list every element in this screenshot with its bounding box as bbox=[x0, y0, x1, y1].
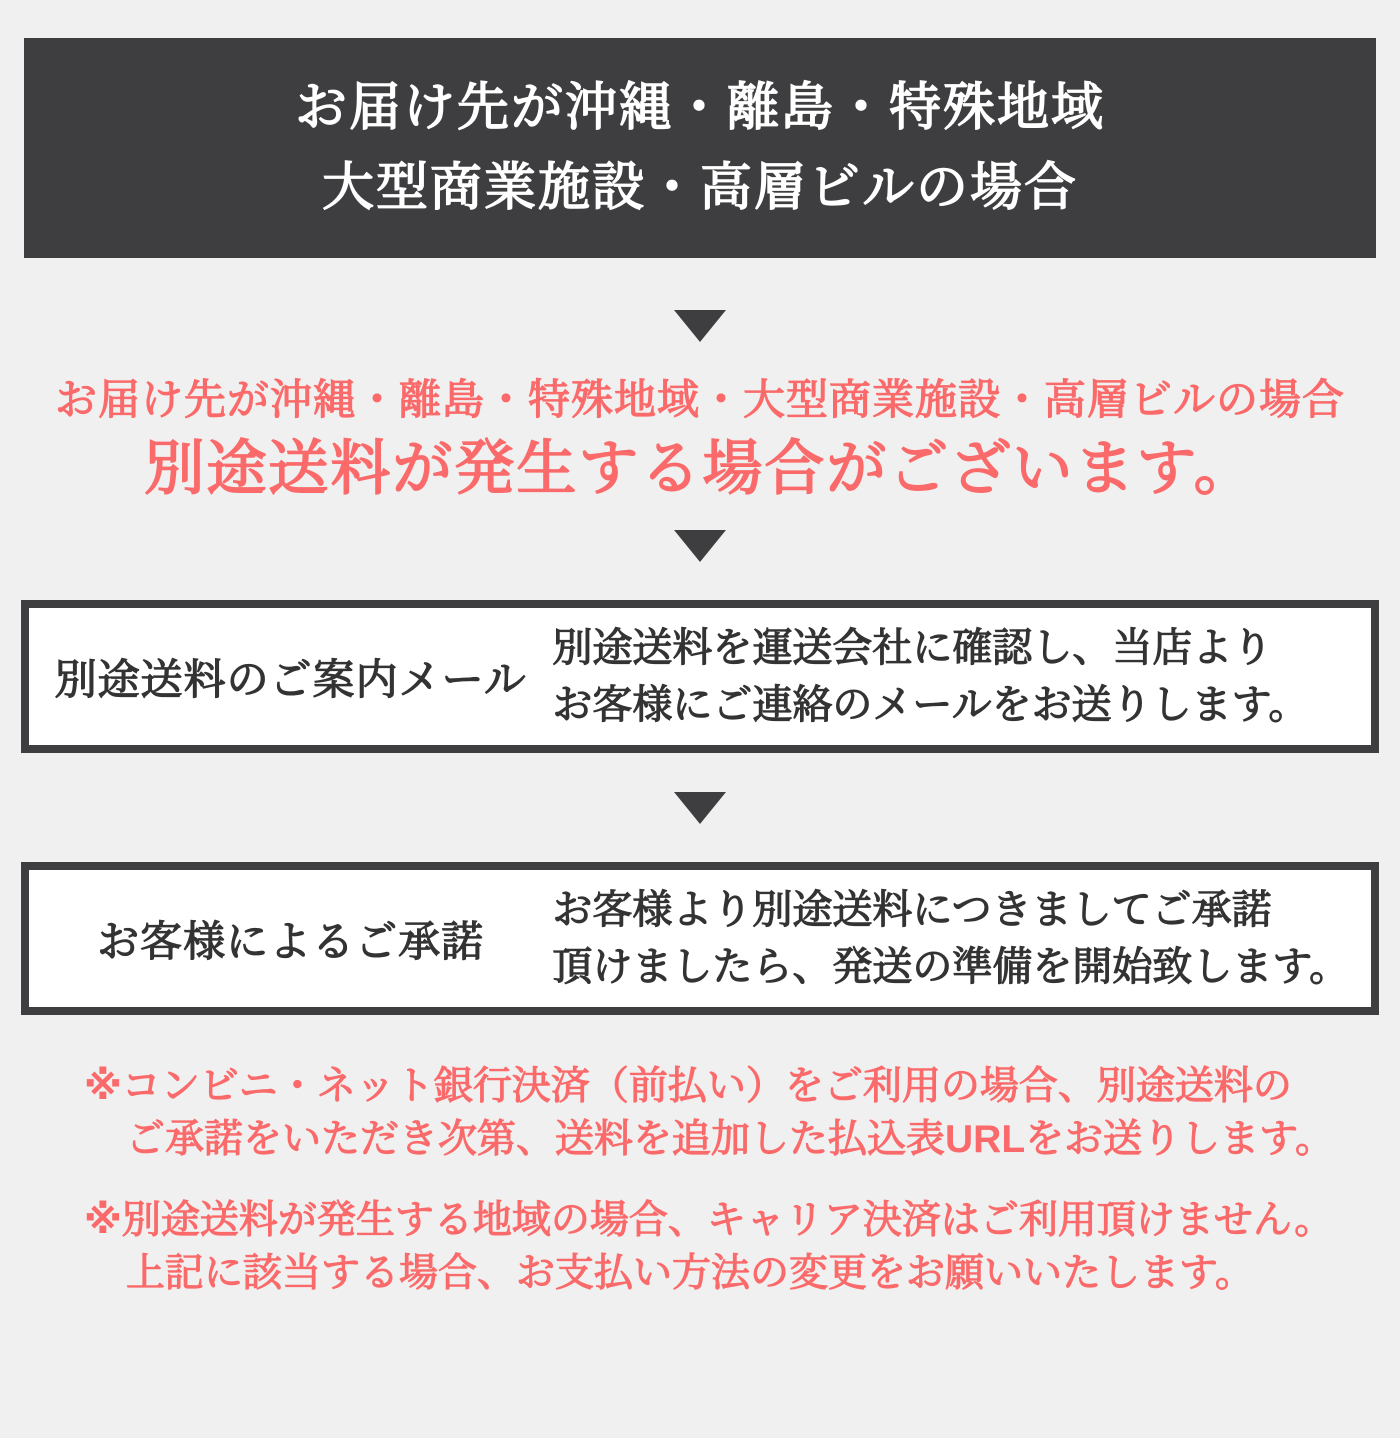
footnotes bbox=[0, 1060, 1400, 1300]
footnote-prepayment bbox=[84, 1060, 1370, 1166]
down-arrow-icon bbox=[674, 530, 726, 562]
footnote-line-1: ※コンビニ・ネット銀行決済（前払い）をご利用の場合、別途送料の bbox=[84, 1065, 1292, 1108]
down-arrow-icon bbox=[674, 310, 726, 342]
down-arrow-icon bbox=[674, 792, 726, 824]
step-description-line-1: 別途送料を運送会社に確認し、当店より bbox=[552, 625, 1273, 670]
step-label: 別途送料のご案内メール bbox=[54, 655, 527, 703]
header-banner bbox=[24, 38, 1376, 258]
header-line-1: お届け先が沖縄・離島・特殊地域 bbox=[294, 79, 1105, 137]
step-description bbox=[552, 620, 1371, 734]
step-description-line-2: 頂けましたら、発送の準備を開始致します。 bbox=[552, 944, 1350, 989]
footnote-carrier-payment bbox=[84, 1194, 1370, 1300]
footnote-line-2: ご承諾をいただき次第、送料を追加した払込表URLをお送りします。 bbox=[126, 1118, 1335, 1161]
footnote-line-2: 上記に該当する場合、お支払い方法の変更をお願いいたします。 bbox=[126, 1252, 1254, 1295]
step-box-customer-approval bbox=[21, 862, 1379, 1015]
lead-line-2: 別途送料が発生する場合がございます。 bbox=[144, 435, 1256, 502]
step-description-line-1: お客様より別途送料につきましてご承諾 bbox=[552, 887, 1272, 932]
lead-text bbox=[0, 378, 1400, 500]
step-label: お客様によるご承諾 bbox=[97, 917, 485, 965]
step-description-line-2: お客様にご連絡のメールをお送りします。 bbox=[552, 682, 1309, 727]
step-box-shipping-notice-mail bbox=[21, 600, 1379, 753]
step-description bbox=[552, 882, 1371, 996]
header-line-2: 大型商業施設・高層ビルの場合 bbox=[321, 159, 1078, 217]
footnote-line-1: ※別途送料が発生する地域の場合、キャリア決済はご利用頂けません。 bbox=[84, 1199, 1334, 1242]
lead-line-1: お届け先が沖縄・離島・特殊地域・大型商業施設・高層ビルの場合 bbox=[54, 376, 1345, 423]
